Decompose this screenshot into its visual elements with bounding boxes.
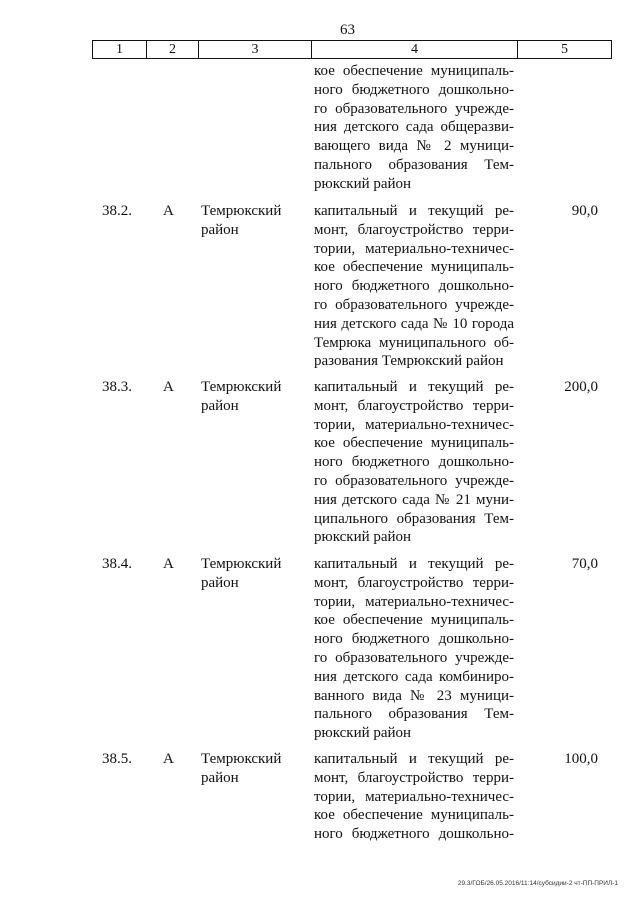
description-line: тории, материально-техничес- — [314, 240, 514, 257]
description-line: монт, благоустройство терри- — [314, 221, 514, 238]
item-territory: Темрюкский район — [201, 751, 282, 786]
description-line: тории, материально-техничес- — [314, 593, 514, 610]
item-number: 38.4. — [102, 556, 132, 572]
description-line: тории, материально-техничес- — [314, 416, 514, 433]
description-line: монт, благоустройство терри- — [314, 397, 514, 414]
item-amount: 200,0 — [564, 379, 598, 395]
item-territory: Темрюкский район — [201, 379, 282, 414]
description-line: пального образования Тем- — [314, 706, 514, 723]
description-line: рюкский район — [314, 725, 412, 742]
item-territory: Темрюкский район — [201, 556, 282, 591]
item-category: А — [163, 751, 174, 767]
column-number-1: 1 — [93, 41, 147, 59]
item-description — [314, 378, 514, 547]
description-line: го образовательного учрежде- — [314, 296, 514, 313]
item-category: А — [163, 203, 174, 219]
description-line: монт, благоустройство терри- — [314, 769, 514, 786]
document-footer-code: 29.3/ГОБ/26.05.2016/11:14/субсидии-2 чт-ПП-ПРИЛ-1 — [457, 880, 618, 887]
description-line: капитальный и текущий ре- — [314, 556, 514, 572]
description-line: го образовательного учрежде- — [314, 472, 514, 489]
description-line: ного бюджетного дошкольно- — [314, 81, 514, 98]
description-line: ного бюджетного дошкольно- — [314, 454, 514, 471]
description-line: рюкский район — [314, 529, 412, 546]
item-category: А — [163, 556, 174, 572]
description-line: монт, благоустройство терри- — [314, 574, 514, 591]
description-line: капитальный и текущий ре- — [314, 751, 514, 767]
item-description — [314, 202, 514, 371]
description-line: кое обеспечение муниципаль- — [314, 435, 514, 452]
description-line: тории, материально-техничес- — [314, 788, 514, 805]
description-line: кое обеспечение муниципаль- — [314, 63, 514, 79]
description-line: разования Темрюкский район — [314, 353, 504, 370]
column-number-3: 3 — [199, 41, 312, 59]
description-line: ния детского сада № 21 муни- — [314, 491, 514, 508]
item-number: 38.2. — [102, 203, 132, 219]
item-number: 38.3. — [102, 379, 132, 395]
item-description — [314, 555, 514, 743]
column-number-2: 2 — [147, 41, 199, 59]
continuation-description — [314, 62, 514, 194]
description-line: ванного вида № 23 муници- — [314, 687, 514, 704]
item-amount: 90,0 — [571, 203, 598, 219]
description-line: ния детского сада комбиниро- — [314, 668, 514, 685]
column-number-4: 4 — [312, 41, 518, 59]
item-amount: 100,0 — [564, 751, 598, 767]
item-number: 38.5. — [102, 751, 132, 767]
description-line: ния детского сада № 10 города — [314, 315, 514, 332]
page-number: 63 — [340, 22, 355, 38]
item-description — [314, 750, 514, 844]
description-line: кое обеспечение муниципаль- — [314, 807, 514, 824]
description-line: вающего вида № 2 муници- — [314, 138, 514, 155]
item-territory: Темрюкский район — [201, 203, 282, 238]
description-line: кое обеспечение муниципаль- — [314, 259, 514, 276]
column-header-table — [92, 40, 612, 59]
description-line: капитальный и текущий ре- — [314, 203, 514, 219]
description-line: пального образования Тем- — [314, 156, 514, 173]
description-line: го образовательного учрежде- — [314, 649, 514, 666]
item-category: А — [163, 379, 174, 395]
description-line: ния детского сада общеразви- — [314, 119, 514, 136]
description-line: кое обеспечение муниципаль- — [314, 612, 514, 629]
description-line: ного бюджетного дошкольно- — [314, 826, 514, 843]
description-line: Темрюка муниципального об- — [314, 334, 514, 351]
description-line: ного бюджетного дошкольно- — [314, 631, 514, 648]
description-line: го образовательного учрежде- — [314, 100, 514, 117]
description-line: ципального образования Тем- — [314, 510, 514, 527]
column-number-5: 5 — [518, 41, 612, 59]
description-line: рюкский район — [314, 175, 412, 192]
description-line: ного бюджетного дошкольно- — [314, 278, 514, 295]
item-amount: 70,0 — [571, 556, 598, 572]
description-line: капитальный и текущий ре- — [314, 379, 514, 395]
